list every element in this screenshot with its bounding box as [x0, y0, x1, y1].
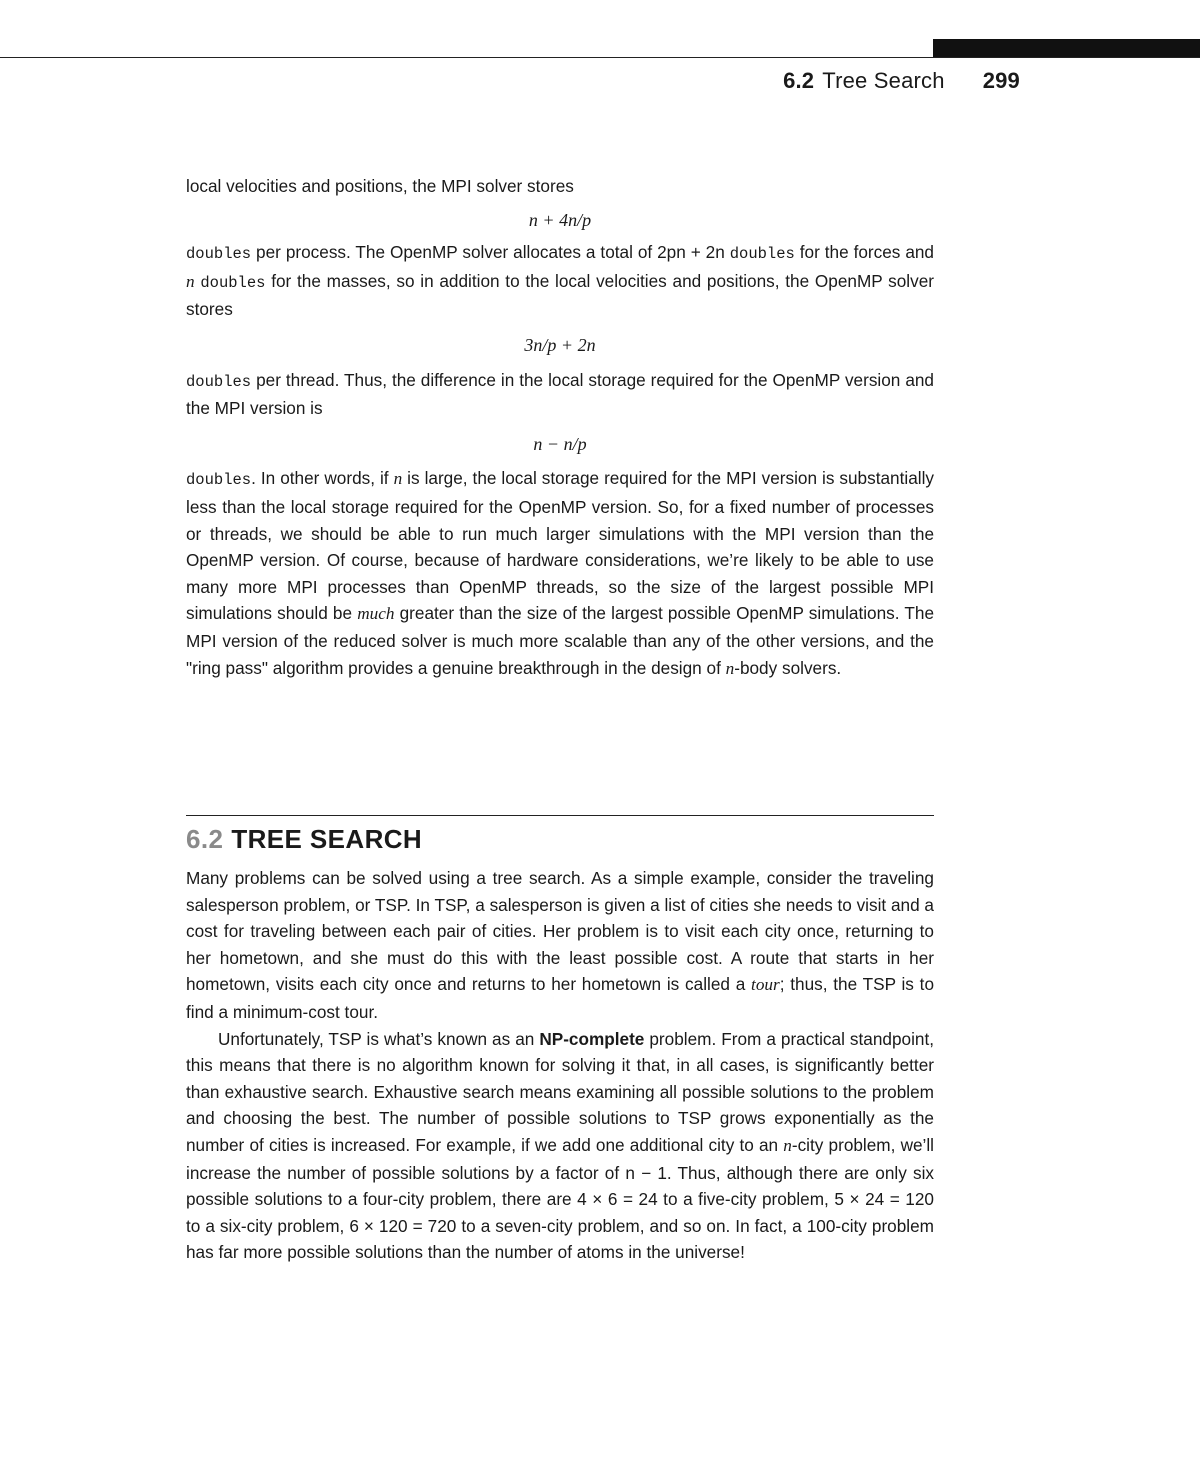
paragraph: doubles. In other words, if n is large, the local storage required for the MPI version is substantially less than the local storage required for the OpenMP version. So, for a fixed number of processes or threads, we should be able to run much larger simulations with the MPI version than the OpenMP version. Of course, because of hardware considerations, we’re likely to be able to use many more MPI processes than OpenMP threads, so the size of the largest possible MPI simulations should be much greater than the size of the largest possible OpenMP simulations. The MPI version of the reduced solver is much more scalable than any of the other versions, and the "ring pass" algorithm provides a genuine breakthrough in the design of n-body solvers. [186, 468, 935, 678]
tree-search-text-block [186, 865, 934, 1266]
equation-3: n − n/p [533, 433, 587, 454]
running-head [600, 68, 1020, 94]
equation-1: n + 4n/p [528, 209, 592, 230]
section-heading [186, 824, 422, 855]
paragraph: Many problems can be solved using a tree search. As a simple example, consider the traveling salesperson problem, or TSP. In TSP, a salesperson is given a list of cities she needs to visit and a cost for traveling between each pair of cities. Her problem is to visit each city once, returning to her hometown, and she must do this with the least possible cost. A route that starts in her hometown, visits each city once and returns to her hometown is called a tour; thus, the TSP is to find a minimum-cost tour. [186, 868, 935, 1022]
header-bar [933, 39, 1200, 58]
paragraph: local velocities and positions, the MPI solver stores [186, 176, 574, 196]
running-head-title: Tree Search [822, 68, 945, 93]
equation-2: 3n/p + 2n [524, 334, 596, 355]
running-head-section: 6.2 [783, 68, 815, 93]
section-title: TREE SEARCH [231, 824, 423, 854]
paragraph: Unfortunately, TSP is what’s known as an NP-complete problem. From a practical standpoint, this means that there is no algorithm known for solving it that, in all cases, is significantly better than exhaustive search. Exhaustive search means examining all possible solutions to the problem and choosing the best. The number of possible solutions to TSP grows exponentially as the number of cities is increased. For example, if we add one additional city to an n-city problem, we’ll increase the number of possible solutions by a factor of n − 1. Thus, although there are only six possible solutions to a four-city problem, there are 4 × 6 = 24 to a five-city problem, 5 × 24 = 120 to a six-city problem, 6 × 120 = 720 to a seven-city problem, and so on. In fact, a 100-city problem has far more possible solutions than the number of atoms in the universe! [186, 1028, 934, 1263]
paragraph: doubles per process. The OpenMP solver allocates a total of 2pn + 2n doubles for the forces and n doubles for the masses, so in addition to the local velocities and positions, the OpenMP solver stores [186, 242, 934, 320]
header-rule [0, 57, 1200, 58]
section-rule [186, 815, 934, 816]
section-number: 6.2 [186, 824, 224, 854]
top-text-block [186, 173, 934, 682]
paragraph: doubles per thread. Thus, the difference in the local storage required for the OpenMP version and the MPI version is [186, 369, 934, 419]
page-number: 299 [982, 68, 1020, 93]
